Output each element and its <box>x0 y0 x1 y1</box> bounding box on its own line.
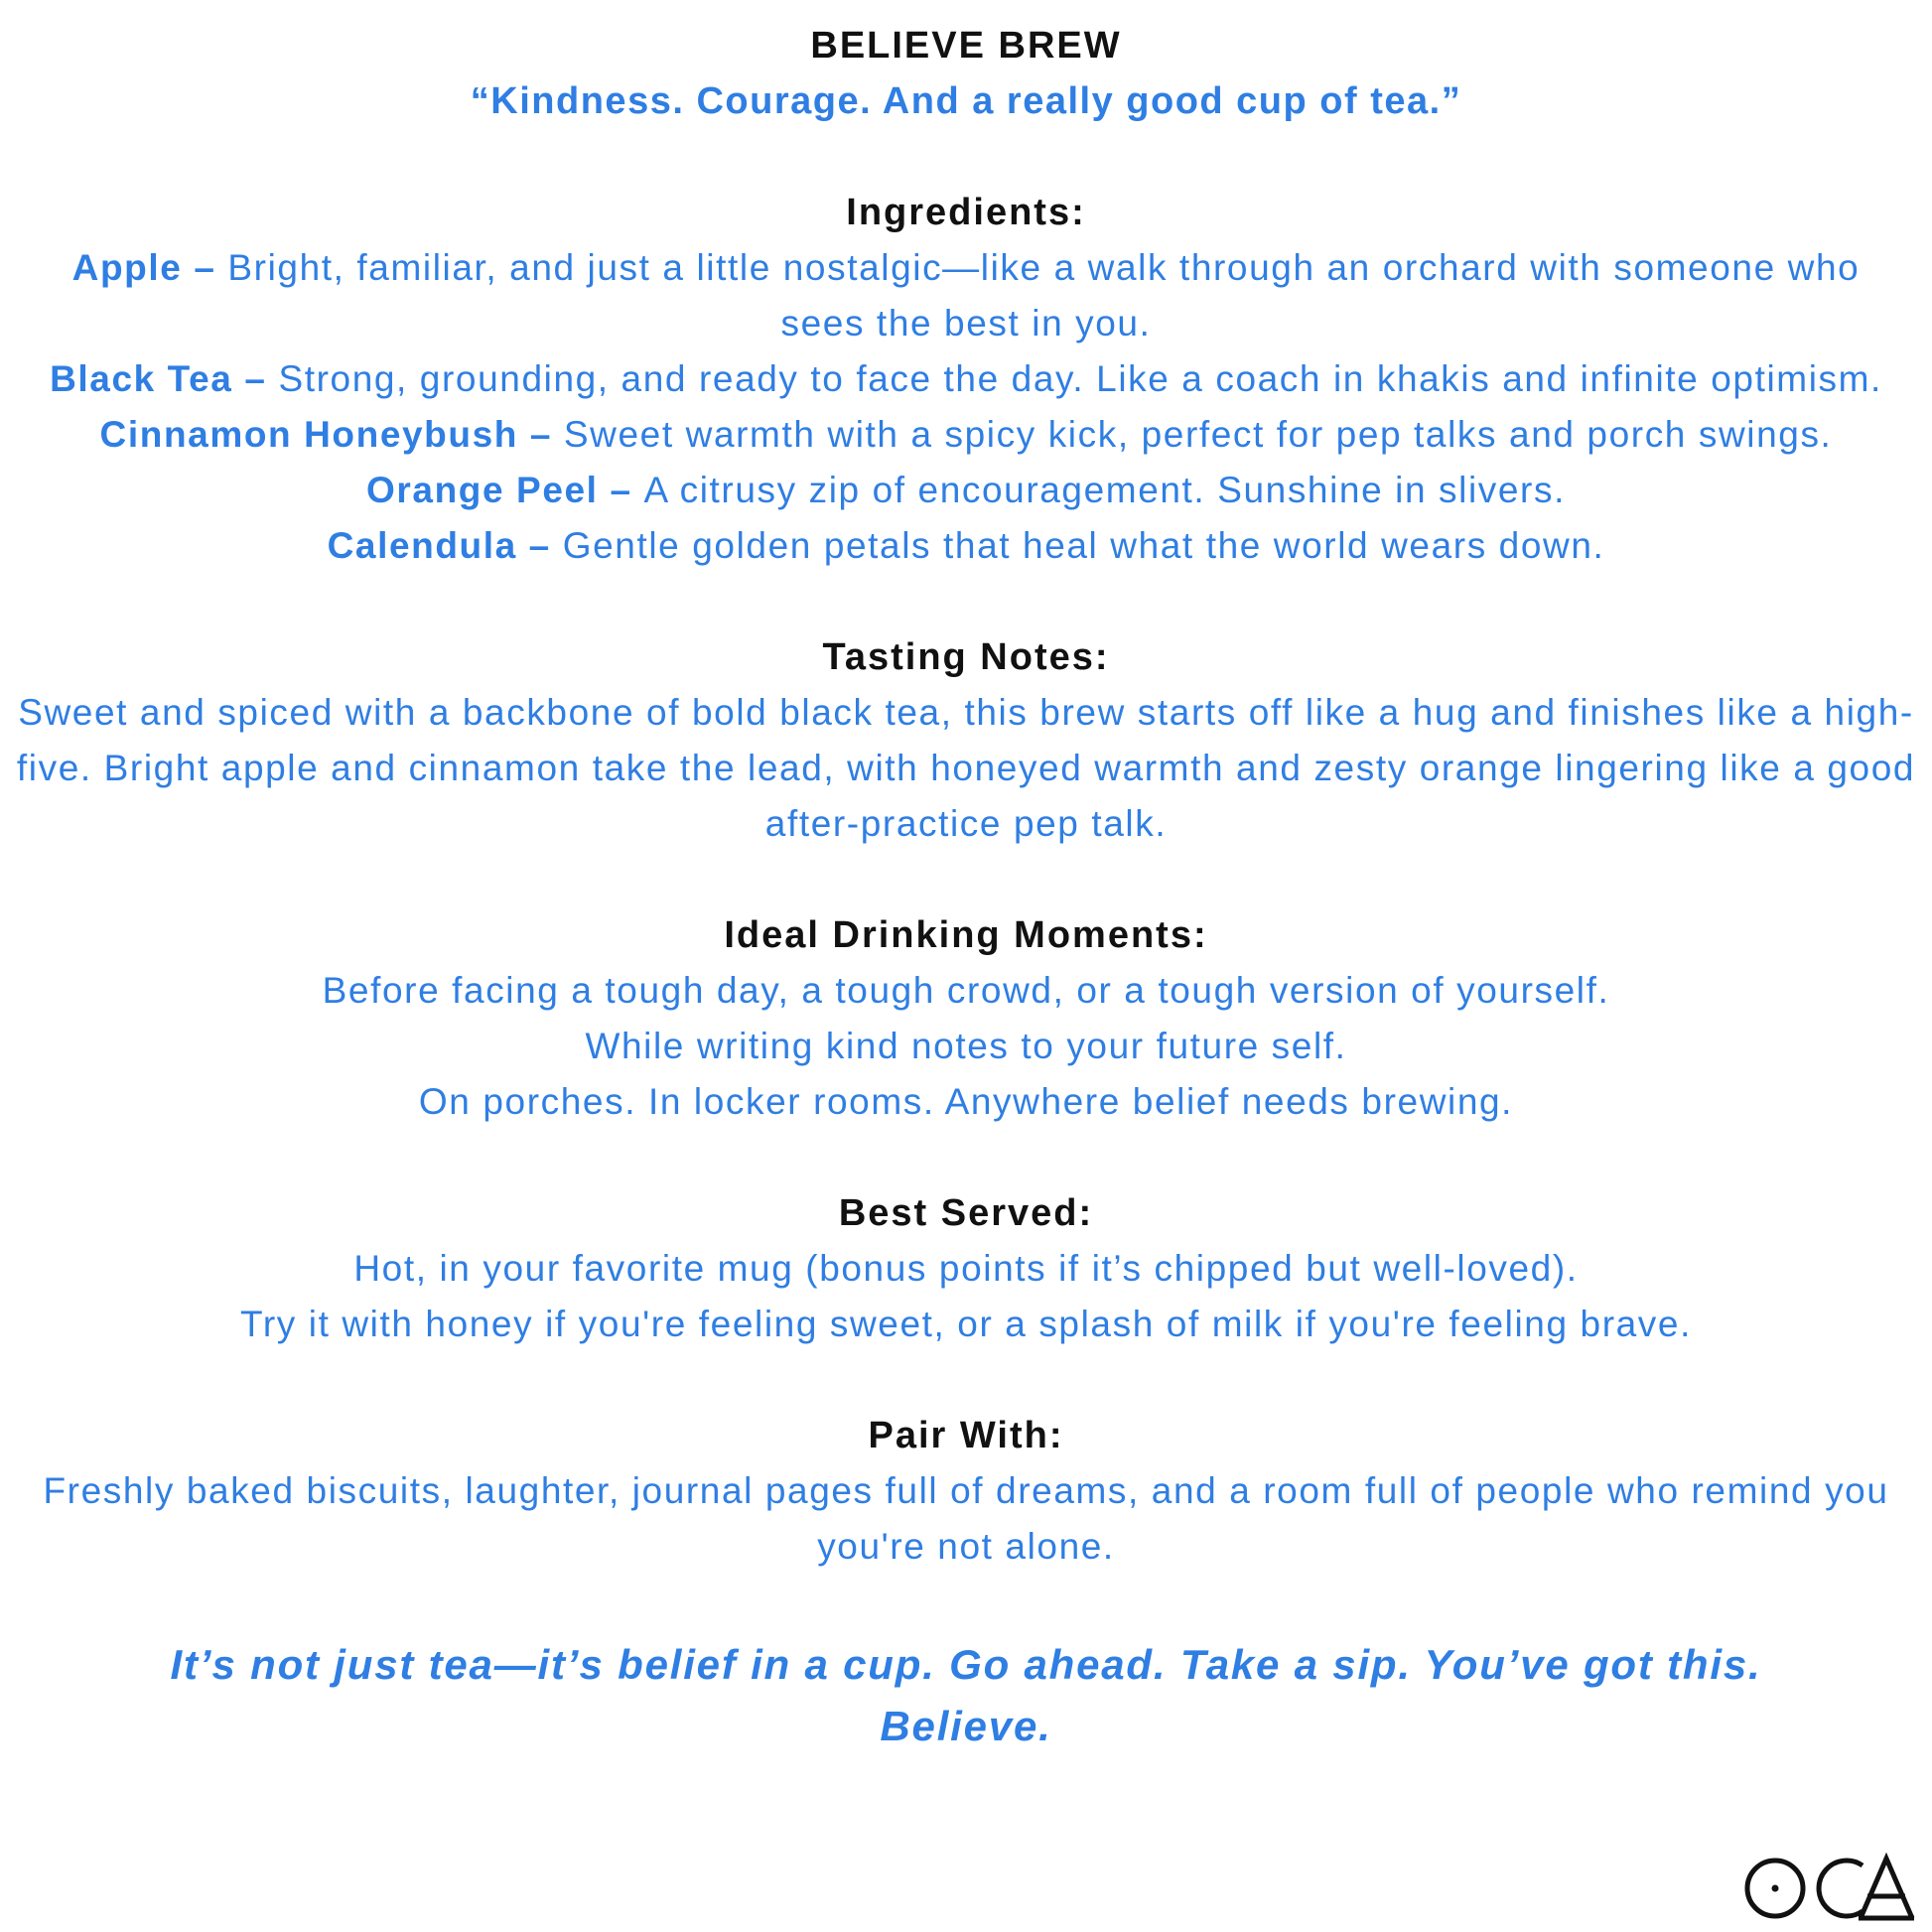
ingredient-orange-peel <box>14 463 1918 518</box>
best-served-heading: Best Served: <box>838 1192 1094 1234</box>
pair-with-section <box>14 1408 1918 1575</box>
closing-section <box>14 1634 1918 1757</box>
oca-logo <box>1741 1853 1916 1922</box>
tasting-notes-heading: Tasting Notes: <box>822 636 1110 678</box>
ideal-moment-line: On porches. In locker rooms. Anywhere belief needs brewing. <box>418 1081 1514 1122</box>
spacer <box>14 574 1918 629</box>
ideal-moments-section <box>14 907 1918 1130</box>
tasting-notes-text: Sweet and spiced with a backbone of bold black tea, this brew starts off like a hug and finishes like a high-five. Bright apple and cinnamon take the lead, with honeyed warmth and zesty orange lingering like a good after-practice pep talk. <box>16 692 1916 844</box>
ingredient-apple <box>53 240 1879 351</box>
ingredients-heading: Ingredients: <box>846 192 1086 233</box>
closing-believe: Believe. <box>880 1703 1052 1749</box>
ingredient-description: Sweet warmth with a spicy kick, perfect for pep talks and porch swings. <box>563 414 1833 455</box>
best-served-line: Hot, in your favorite mug (bonus points if it’s chipped but well-loved). <box>353 1248 1579 1289</box>
ingredient-name: Cinnamon Honeybush – <box>99 414 564 455</box>
ingredient-cinnamon-honeybush <box>53 407 1879 463</box>
document-title: BELIEVE BREW <box>810 25 1122 67</box>
ingredient-description: A citrusy zip of encouragement. Sunshine in slivers. <box>643 470 1566 510</box>
spacer <box>14 129 1918 185</box>
tagline: “Kindness. Courage. And a really good cup of tea.” <box>470 80 1462 122</box>
closing-line: It’s not just tea—it’s belief in a cup. Go ahead. Take a sip. You’ve got this. <box>170 1641 1762 1688</box>
ingredient-name: Apple – <box>71 247 228 288</box>
logo-dot <box>1772 1885 1779 1892</box>
tasting-notes-section <box>14 629 1918 852</box>
spacer <box>14 852 1918 907</box>
spacer <box>14 1130 1918 1185</box>
ingredient-name: Black Tea – <box>50 358 279 399</box>
pair-with-heading: Pair With: <box>868 1415 1064 1456</box>
ingredient-description: Strong, grounding, and ready to face the day. Like a coach in khakis and infinite optimism. <box>278 358 1882 399</box>
ideal-moment-line: While writing kind notes to your future self. <box>585 1026 1347 1066</box>
spacer <box>14 1352 1918 1408</box>
pair-with-text: Freshly baked biscuits, laughter, journal pages full of dreams, and a room full of people who remind you you're not alone. <box>43 1470 1889 1567</box>
ideal-moment-line: Before facing a tough day, a tough crowd, or a tough version of yourself. <box>322 970 1610 1011</box>
spacer <box>14 1575 1918 1634</box>
ingredient-black-tea <box>14 351 1918 407</box>
ideal-moments-heading: Ideal Drinking Moments: <box>724 914 1208 956</box>
logo-a-icon <box>1859 1859 1914 1918</box>
ingredients-section <box>14 185 1918 574</box>
logo-c-icon <box>1819 1861 1863 1916</box>
ingredient-description: Bright, familiar, and just a little nostalgic—like a walk through an orchard with someone who sees the best in you. <box>227 247 1861 344</box>
best-served-line: Try it with honey if you're feeling sweet, or a splash of milk if you're feeling brave. <box>240 1304 1692 1344</box>
ingredient-calendula <box>14 518 1918 574</box>
ingredient-description: Gentle golden petals that heal what the world wears down. <box>562 525 1605 566</box>
ingredient-name: Orange Peel – <box>366 470 644 510</box>
best-served-section <box>14 1185 1918 1352</box>
ingredient-name: Calendula – <box>327 525 563 566</box>
